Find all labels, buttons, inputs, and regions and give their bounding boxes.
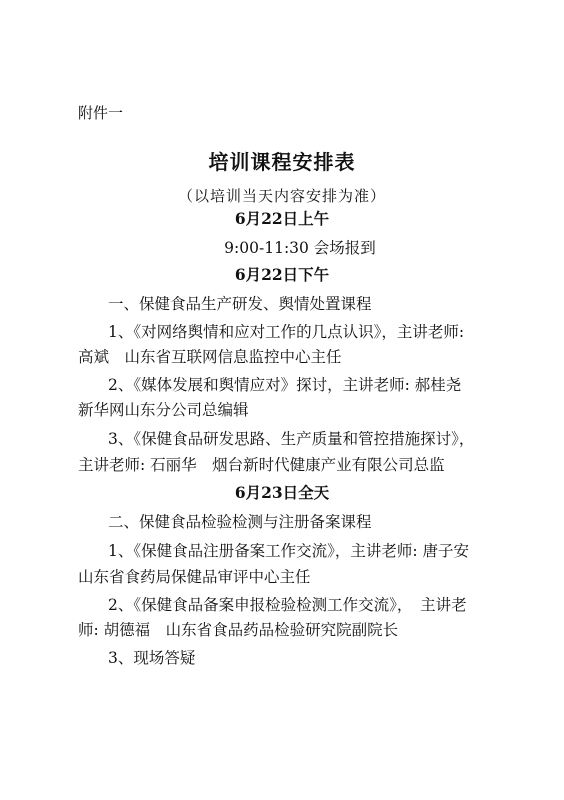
course-4-line-1: 1、《保健食品注册备案工作交流》，主讲老师: 唐子安 [108,542,470,560]
course-5-line-1: 2、《保健食品备案申报检验检测工作交流》， 主讲老 [108,596,467,614]
section-title-1: 一、保健食品生产研发、舆情处置课程 [108,295,372,313]
course-4-line-2: 山东省食药局保健品审评中心主任 [78,568,311,586]
course-1-line-1: 1、《对网络舆情和应对工作的几点认识》，主讲老师: [108,323,465,341]
appendix-label: 附件一 [78,104,124,122]
course-6-line-1: 3、现场答疑 [108,649,196,667]
page-subtitle: （以培训当天内容安排为准） [177,187,386,205]
course-2-line-1: 2、《媒体发展和舆情应对》探讨，主讲老师: 郝桂尧 [108,376,462,394]
course-5-line-2: 师: 胡德福 山东省食品药品检验研究院副院长 [78,621,399,639]
course-3-line-2: 主讲老师: 石丽华 烟台新时代健康产业有限公司总监 [78,456,445,474]
date-heading-june23: 6月23日全天 [234,483,330,502]
course-1-line-2: 高斌 山东省互联网信息监控中心主任 [78,348,342,366]
course-2-line-2: 新华网山东分公司总编辑 [78,401,249,419]
registration-time: 9:00-11:30 会场报到 [224,239,376,257]
date-heading-june22-morning: 6月22日上午 [234,209,330,228]
date-heading-june22-afternoon: 6月22日下午 [234,265,330,284]
course-3-line-1: 3、《保健食品研发思路、生产质量和管控措施探讨》， [108,430,475,448]
section-title-2: 二、保健食品检验检测与注册备案课程 [108,513,372,531]
page-title: 培训课程安排表 [208,150,356,174]
